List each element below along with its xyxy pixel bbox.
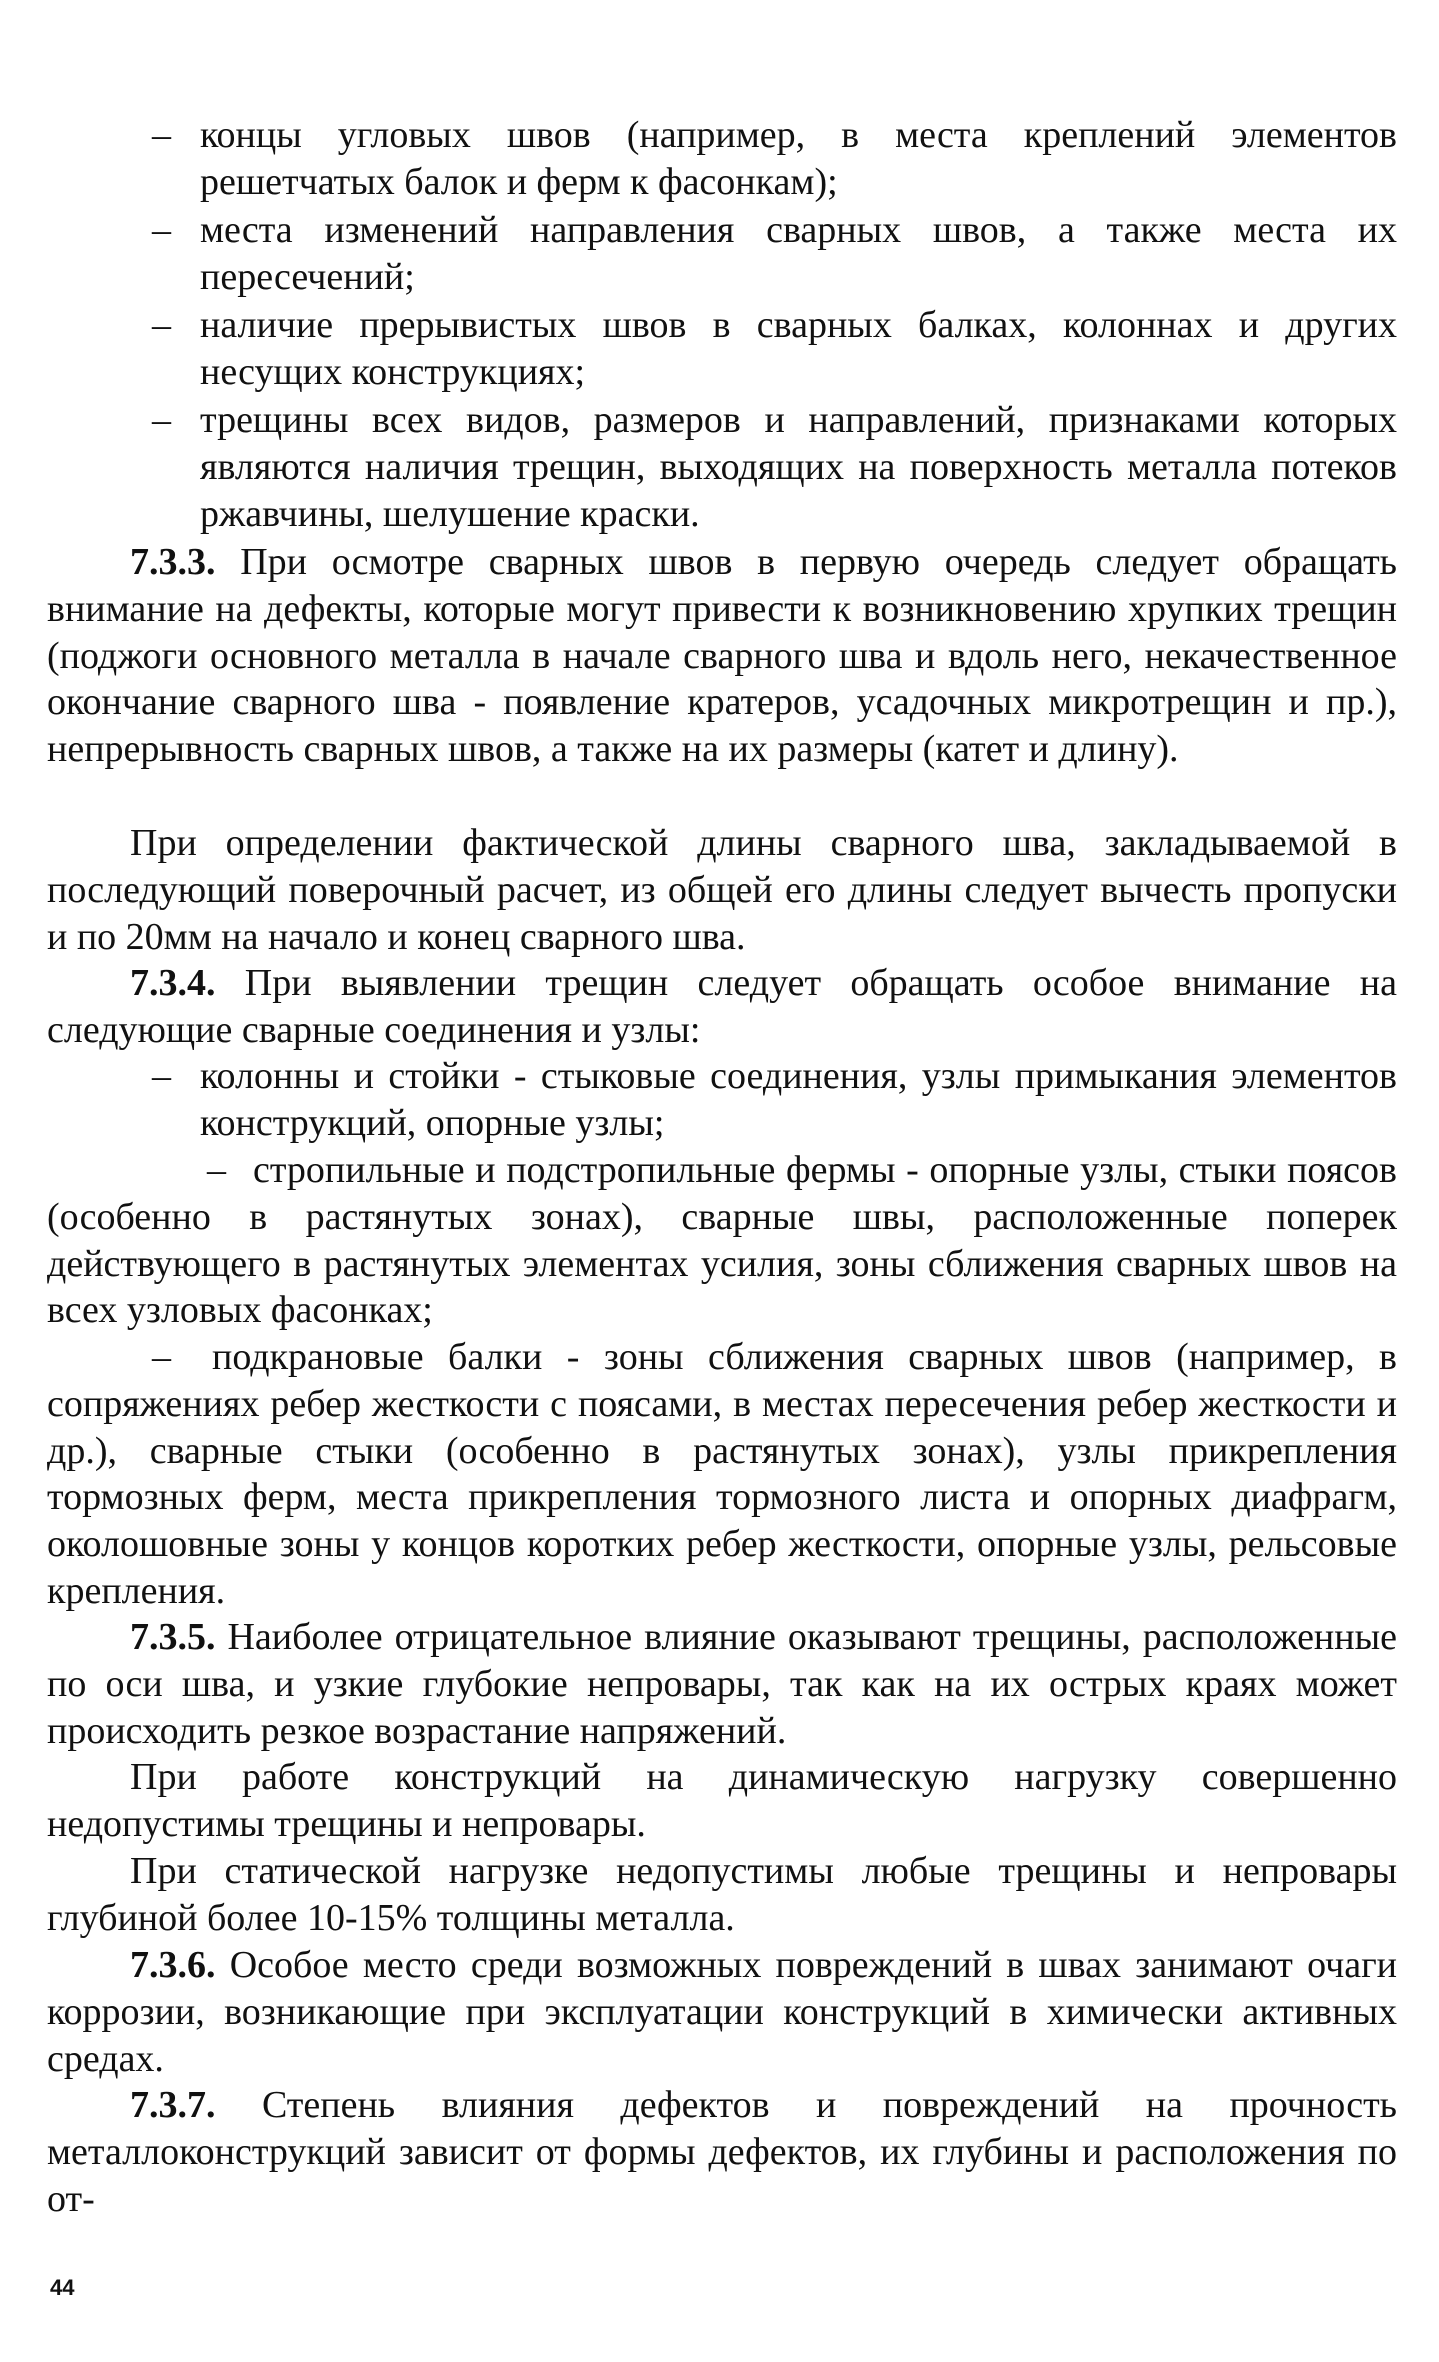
- list-item: трещины всех видов, размеров и направлений, признаками которых являются наличия трещин, выходящих на поверхность металла потеков ржавчины, шелушение краски.: [200, 399, 1397, 535]
- paragraph-7-3-5-b: При работе конструкций на динамическую нагрузку совершенно недопустимы трещины и непровары.: [47, 1756, 1397, 1845]
- bullet-dash: –: [152, 114, 171, 156]
- paragraph-text: При выявлении трещин следует обращать особое внимание на следующие сварные соединения и узлы:: [47, 962, 1397, 1051]
- paragraph-7-3-3-b: При определении фактической длины сварного шва, закладываемой в последующий поверочный расчет, из общей его длины следует вычесть пропуски и по 20мм на начало и конец сварного шва.: [47, 822, 1397, 958]
- bullet-dash: –: [207, 1149, 226, 1191]
- clause-number: 7.3.6.: [130, 1944, 216, 1986]
- paragraph-text: Наиболее отрицательное влияние оказывают трещины, расположенные по оси шва, и узкие глубокие непровары, так как на их острых краях может происходить резкое возрастание напряжений.: [47, 1616, 1398, 1752]
- paragraph-7-3-7: [47, 2082, 1397, 2222]
- paragraph-text: Особое место среди возможных повреждений в швах занимают очаги коррозии, возникающие при эксплуатации конструкций в химически активных средах.: [47, 1944, 1397, 2080]
- list-item: места изменений направления сварных швов, а также места их пересечений;: [200, 209, 1397, 298]
- list-item: наличие прерывистых швов в сварных балках, колоннах и других несущих конструкциях;: [200, 304, 1397, 393]
- paragraph-7-3-5: [47, 1614, 1397, 1754]
- clause-number: 7.3.5.: [130, 1616, 216, 1658]
- paragraph-text: Степень влияния дефектов и повреждений на прочность металлоконструкций зависит от формы дефектов, их глубины и расположения по от-: [47, 2084, 1398, 2220]
- clause-number: 7.3.7.: [130, 2084, 216, 2126]
- bullet-dash: –: [152, 209, 171, 251]
- bullet-dash: –: [152, 399, 171, 441]
- list-item: стропильные и подстропильные фермы - опорные узлы, стыки поясов (особенно в растянутых зонах), сварные швы, расположенные поперек действующего в растянутых элементах усилия, зоны сближения сварных швов на всех узловых фасонках;: [47, 1149, 1397, 1332]
- bullet-dash: –: [152, 1055, 171, 1097]
- clause-number: 7.3.3.: [130, 541, 216, 583]
- bullet-dash: –: [152, 1336, 171, 1378]
- paragraph-7-3-4: [47, 960, 1397, 1054]
- list-item: подкрановые балки - зоны сближения сварных швов (например, в сопряжениях ребер жесткости с поясами, в местах пересечения ребер жесткости и др.), сварные стыки (особенно в растянутых зонах), узлы прикрепления тормозных ферм, места прикрепления тормозного листа и опорных диафрагм, околошовные зоны у концов коротких ребер жесткости, опорные узлы, рельсовые крепления.: [47, 1336, 1397, 1612]
- paragraph-7-3-5-c: При статической нагрузке недопустимы любые трещины и непровары глубиной более 10-15% толщины металла.: [47, 1850, 1397, 1939]
- paragraph-text: При осмотре сварных швов в первую очередь следует обращать внимание на дефекты, которые могут привести к возникновению хрупких трещин (поджоги основного металла в начале сварного шва и вдоль него, некачественное окончание сварного шва - появление кратеров, усадочных микротрещин и пр.), непрерывность сварных швов, а также на их размеры (катет и длину).: [47, 541, 1398, 771]
- list-item: колонны и стойки - стыковые соединения, узлы примыкания элементов конструкций, опорные узлы;: [200, 1055, 1397, 1144]
- page-number: 44: [50, 2275, 75, 2300]
- paragraph-7-3-3: [47, 539, 1397, 773]
- paragraph-7-3-6: [47, 1942, 1397, 2082]
- list-item: концы угловых швов (например, в места креплений элементов решетчатых балок и ферм к фасонкам);: [200, 114, 1397, 203]
- clause-number: 7.3.4.: [130, 962, 216, 1004]
- bullet-dash: –: [152, 304, 171, 346]
